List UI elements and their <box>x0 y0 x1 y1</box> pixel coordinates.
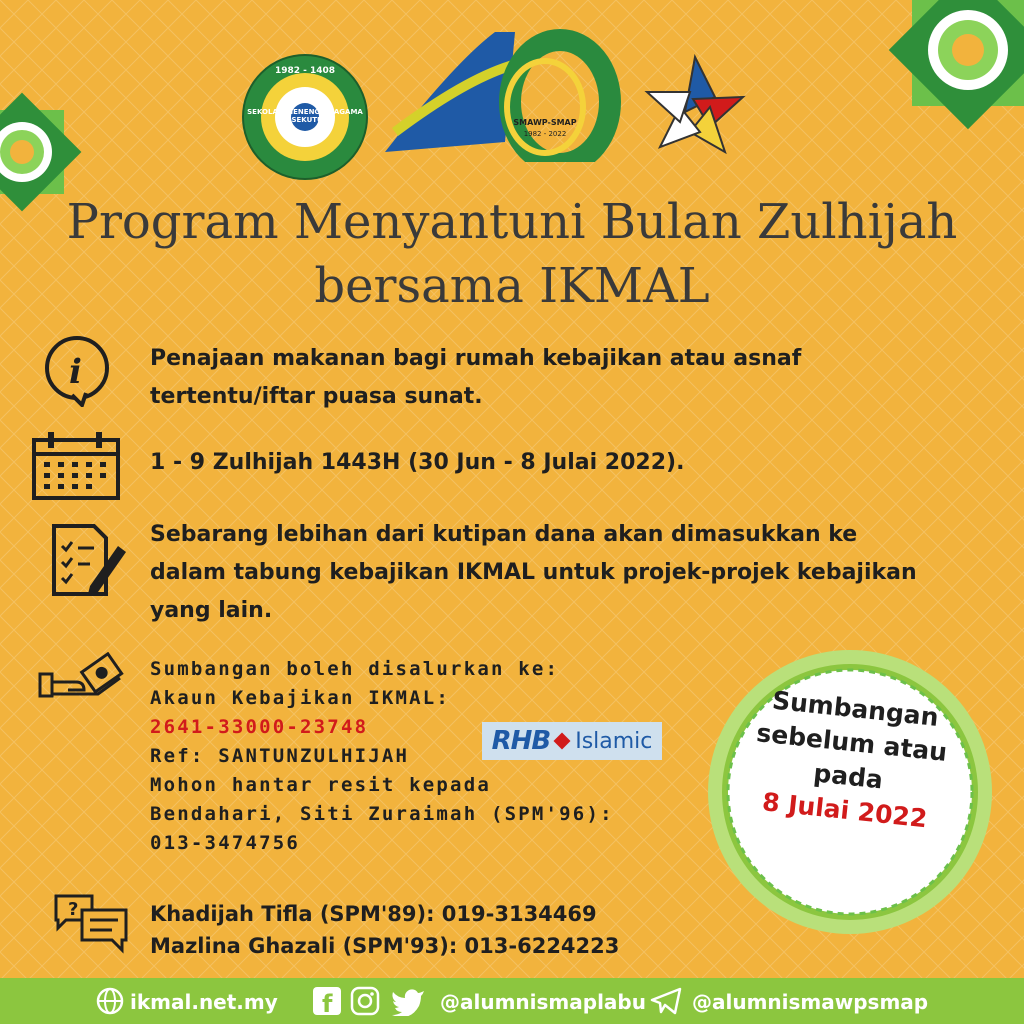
donation-line-5: Mohon hantar resit kepada <box>150 774 491 796</box>
deadline-line-1: Sumbangan <box>770 685 940 732</box>
info-line-1: Penajaan makanan bagi rumah kebajikan atau asnaf <box>150 346 802 371</box>
deadline-line-2: sebelum atau <box>755 718 949 768</box>
green-star-ornament-right <box>888 0 1024 130</box>
anniversary-years: 1982 - 2022 <box>523 130 567 138</box>
footer-bar <box>0 978 1024 1024</box>
title-line-2: bersama IKMAL <box>314 258 710 314</box>
page-title <box>0 190 1024 318</box>
rhb-islamic-logo <box>482 722 662 760</box>
contact-line-1: Khadijah Tifla (SPM'89): 019-3134469 <box>150 902 597 926</box>
account-number: 2641-33000-23748 <box>150 716 369 738</box>
bank-name: RHB <box>491 726 551 756</box>
social-handle-2[interactable]: @alumnismawpsmap <box>692 990 929 1014</box>
anniversary-sub: SMAWP-SMAP <box>513 118 577 127</box>
facebook-icon[interactable] <box>312 986 342 1016</box>
money-hand-icon <box>38 652 130 716</box>
donation-line-1: Sumbangan boleh disalurkan ke: <box>150 658 560 680</box>
school-seal-years: 1982 - 1408 <box>274 66 336 76</box>
note-line-1: Sebarang lebihan dari kutipan dana akan dimasukkan ke <box>150 522 858 547</box>
school-seal-text: SEKOLAH MENENGAH AGAMA PERSEKUTUAN <box>247 108 363 124</box>
social-handle-1[interactable]: @alumnismaplabu <box>440 990 646 1014</box>
svg-text:f: f <box>322 990 333 1016</box>
chat-bubbles-icon <box>52 892 132 954</box>
twitter-icon[interactable] <box>390 986 426 1016</box>
telegram-icon[interactable] <box>650 987 682 1015</box>
deadline-text <box>720 679 981 840</box>
title-line-1: Program Menyantuni Bulan Zulhijah <box>66 194 958 250</box>
note-line-2: dalam tabung kebajikan IKMAL untuk projek-projek kebajikan <box>150 560 917 585</box>
info-line-2: tertentu/iftar puasa sunat. <box>150 384 483 409</box>
rhb-diamond-icon <box>554 733 571 750</box>
donation-line-6: Bendahari, Siti Zuraimah (SPM'96): <box>150 803 614 825</box>
calendar-icon <box>30 430 122 502</box>
bank-suffix: Islamic <box>575 728 653 754</box>
note-text <box>150 516 917 630</box>
donation-line-2: Akaun Kebajikan IKMAL: <box>150 687 451 709</box>
treasurer-phone: 013-3474756 <box>150 832 301 854</box>
instagram-icon[interactable] <box>350 986 380 1016</box>
deadline-line-3: pada <box>812 758 885 795</box>
checklist-pencil-icon <box>50 522 128 598</box>
contacts <box>150 898 619 962</box>
anniversary-logo <box>375 22 625 162</box>
note-line-3: yang lain. <box>150 598 273 623</box>
globe-icon <box>96 987 124 1015</box>
date-text: 1 - 9 Zulhijah 1443H (30 Jun - 8 Julai 2022). <box>150 450 685 475</box>
website-link[interactable]: ikmal.net.my <box>130 990 278 1014</box>
svg-text:i: i <box>69 352 82 392</box>
ikmal-star-logo <box>640 52 750 162</box>
info-icon <box>42 335 112 407</box>
info-text <box>150 340 801 416</box>
school-seal-logo <box>240 52 370 182</box>
donation-ref: Ref: SANTUNZULHIJAH <box>150 745 410 767</box>
deadline-date: 8 Julai 2022 <box>760 787 929 834</box>
svg-text:?: ? <box>68 899 79 920</box>
contact-line-2: Mazlina Ghazali (SPM'93): 013-6224223 <box>150 934 620 958</box>
